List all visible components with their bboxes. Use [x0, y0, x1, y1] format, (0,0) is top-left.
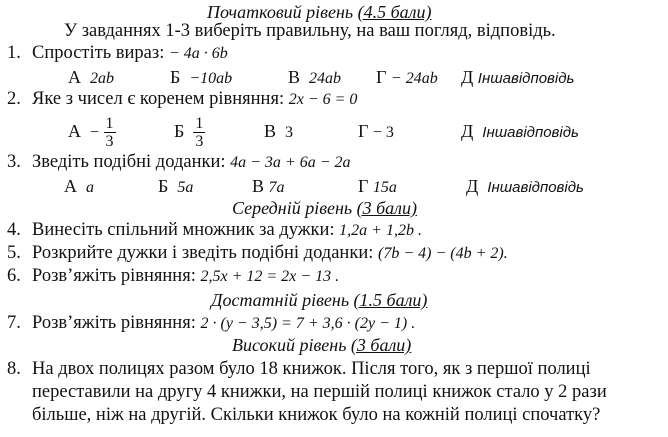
- task-expression: (7b − 4) − (4b + 2).: [377, 245, 508, 262]
- option-b: [170, 66, 232, 90]
- task-question: Зведіть подібні доданки:: [32, 152, 226, 172]
- task-text-line-2: переставили на другу 4 книжки, на першій полиці книжок стало у 2 рази: [32, 382, 607, 402]
- task-number: 3.: [7, 152, 21, 172]
- option-d: [461, 66, 574, 90]
- option-letter: Б: [158, 176, 169, 196]
- option-b: [158, 175, 193, 199]
- option-letter: В: [252, 176, 265, 196]
- option-value: a: [86, 179, 94, 196]
- option-sign: −: [90, 124, 100, 141]
- option-v: [264, 120, 293, 144]
- fraction-denominator: 3: [105, 133, 114, 151]
- section-points: (1.5 бали): [353, 290, 428, 310]
- option-letter: А: [64, 176, 77, 196]
- task-expression: 1,2a + 1,2b .: [339, 222, 422, 239]
- task-number: 2.: [7, 89, 21, 109]
- option-letter: А: [68, 121, 81, 141]
- section-points: (3 бали): [356, 198, 418, 218]
- option-value: 15a: [372, 179, 397, 196]
- task-question: Розв’яжіть рівняння:: [32, 266, 196, 286]
- fraction: [193, 115, 205, 150]
- instruction: [64, 20, 556, 42]
- option-letter: Д: [461, 121, 474, 141]
- task-number: 4.: [7, 220, 21, 240]
- option-letter: Б: [174, 121, 185, 141]
- option-letter: Д: [466, 176, 479, 196]
- option-h: [376, 66, 438, 90]
- option-v: [252, 175, 285, 199]
- option-value: 5a: [177, 179, 194, 196]
- task-expression: 2,5x + 12 = 2x − 13 .: [200, 268, 340, 285]
- option-h: [358, 175, 397, 199]
- task-text: [32, 88, 357, 111]
- fraction-numerator: 1: [195, 115, 204, 133]
- section-heading-sufficient: [211, 289, 427, 311]
- option-value: 7a: [268, 179, 285, 196]
- option-value: 24ab: [309, 70, 342, 87]
- task-text: [32, 151, 351, 174]
- option-letter: Б: [170, 67, 181, 87]
- task-text: [32, 312, 415, 335]
- task-question: Розкрийте дужки і зведіть подібні доданки:: [32, 243, 374, 263]
- task-text: [32, 265, 339, 288]
- task-text-line-3: більше, ніж на другій. Скільки книжок було на кожній полиці спочатку?: [32, 405, 601, 425]
- section-title: Середній рівень: [232, 198, 353, 218]
- section-heading-high: [232, 334, 411, 356]
- option-letter: В: [264, 121, 277, 141]
- task-question: Винесіть спільний множник за дужки:: [32, 220, 335, 240]
- option-value: 3: [285, 124, 294, 141]
- option-d: [466, 175, 584, 199]
- fraction: [104, 115, 116, 150]
- option-value: Іншавідповідь: [482, 124, 579, 141]
- option-value: Іншавідповідь: [487, 179, 584, 196]
- option-value: Іншавідповідь: [477, 70, 575, 87]
- task-number: 5.: [7, 243, 21, 263]
- option-letter: Г: [358, 176, 369, 196]
- task-number: 1.: [7, 43, 21, 63]
- option-value: 2ab: [90, 70, 114, 87]
- fraction-denominator: 3: [195, 133, 204, 151]
- option-a: [64, 175, 94, 199]
- task-question: Розв’яжіть рівняння:: [32, 313, 196, 333]
- option-v: [288, 66, 341, 90]
- section-heading-medium: [232, 197, 417, 219]
- task-text: [32, 219, 422, 242]
- instruction-text: У завданнях 1-3 виберіть правильну, на ваш погляд, відповідь.: [64, 21, 556, 41]
- option-a: [68, 66, 114, 90]
- section-points: (4.5 бали): [357, 2, 432, 22]
- section-title: Початковий рівень: [207, 2, 354, 22]
- option-value: − 24ab: [390, 70, 438, 87]
- option-d: [461, 120, 579, 144]
- task-expression: 2x − 6 = 0: [288, 91, 358, 108]
- option-a: [68, 112, 116, 152]
- section-title: Достатній рівень: [211, 290, 350, 310]
- section-points: (3 бали): [350, 335, 412, 355]
- task-text-line-1: На двох полицях разом було 18 книжок. Після того, як з першої полиці: [32, 359, 591, 379]
- option-letter: Д: [461, 67, 474, 87]
- option-letter: В: [288, 67, 301, 87]
- option-letter: Г: [358, 121, 369, 141]
- section-title: Високий рівень: [232, 335, 347, 355]
- fraction-numerator: 1: [105, 115, 114, 133]
- option-value: − 3: [372, 124, 394, 141]
- option-h: [358, 120, 394, 144]
- option-letter: А: [68, 67, 81, 87]
- task-number: 6.: [7, 266, 21, 286]
- task-question: Яке з чисел є коренем рівняння:: [32, 89, 285, 109]
- task-number: 8.: [7, 359, 21, 379]
- task-expression: 2 · (y − 3,5) = 7 + 3,6 · (2y − 1) .: [200, 315, 416, 332]
- task-number: 7.: [7, 313, 21, 333]
- task-text: [32, 242, 508, 265]
- option-b: [174, 112, 205, 150]
- task-expression: 4a − 3a + 6a − 2a: [230, 154, 351, 171]
- option-value: −10ab: [189, 70, 233, 87]
- option-letter: Г: [376, 67, 387, 87]
- task-text: [32, 42, 228, 65]
- task-expression: − 4a · 6b: [168, 45, 228, 62]
- task-question: Спростіть вираз:: [32, 43, 165, 63]
